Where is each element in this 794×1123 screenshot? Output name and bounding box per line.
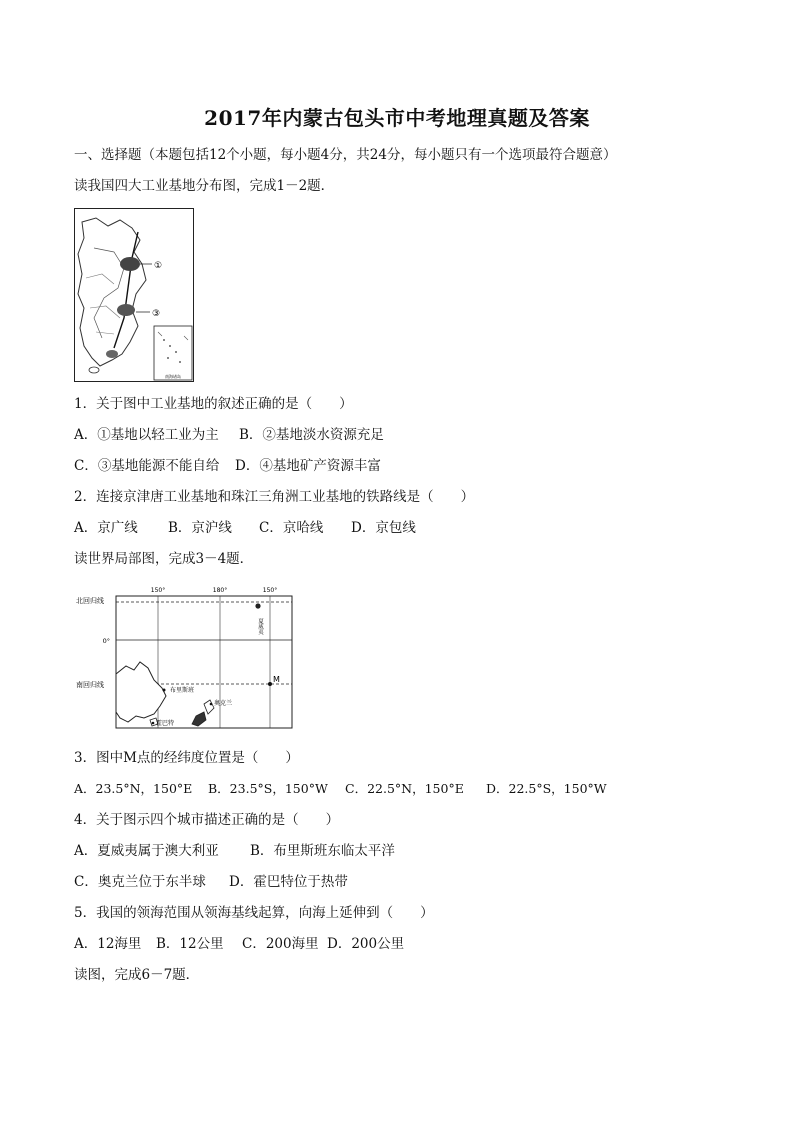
q4-stem: 4．关于图示四个城市描述正确的是（ ） <box>74 812 340 828</box>
city-hobart-label: 霍巴特 <box>156 720 175 727</box>
q5-option-c: C．200海里 <box>242 936 319 952</box>
city-hawaii-label: 夏威夷 <box>257 618 263 635</box>
q2-option-d: D．京包线 <box>351 520 416 536</box>
point-m-label: M <box>273 675 280 684</box>
q4-option-a: A．夏威夷属于澳大利亚 <box>74 843 219 859</box>
q3-stem: 3．图中M点的经纬度位置是（ ） <box>74 750 299 766</box>
q1-options-row1 <box>74 426 384 444</box>
q2-stem: 2．连接京津唐工业基地和珠江三角洲工业基地的铁路线是（ ） <box>74 489 475 505</box>
q3-option-c: C．22.5°N，150°E <box>345 781 464 796</box>
q3-option-a: A．23.5°N，150°E <box>74 781 193 796</box>
q1-option-a: A．①基地以轻工业为主 <box>74 427 219 443</box>
marker-3: ③ <box>152 309 161 319</box>
q1-option-c: C．③基地能源不能自给 <box>74 458 220 474</box>
q1-option-b: B．②基地淡水资源充足 <box>239 427 384 443</box>
lon-label-150w: 150° <box>262 587 278 594</box>
q1-option-d: D．④基地矿产资源丰富 <box>235 458 381 474</box>
intro-text: 读我国四大工业基地分布图，完成1－2题． <box>74 178 335 194</box>
q5-stem: 5．我国的领海范围从领海基线起算，向海上延伸到（ ） <box>74 905 434 921</box>
city-auckland-label: 奥克兰 <box>214 700 233 707</box>
q3-option-d: D．22.5°S，150°W <box>486 781 607 796</box>
q5-options <box>74 935 404 953</box>
q1-stem: 1．关于图中工业基地的叙述正确的是（ ） <box>74 396 353 412</box>
q4-options-row1 <box>74 842 395 860</box>
q2-option-b: B．京沪线 <box>168 520 232 536</box>
q4-option-d: D．霍巴特位于热带 <box>229 874 348 890</box>
intro-text: 读世界局部图，完成3－4题． <box>74 551 254 567</box>
world-partial-map <box>74 584 296 732</box>
q3-option-b: B．23.5°S，150°W <box>208 781 328 796</box>
q4-options-row2 <box>74 873 348 891</box>
china-industrial-base-map <box>74 208 194 382</box>
page-title: 2017年内蒙古包头市中考地理真题及答案 <box>204 106 590 130</box>
tropic-cancer-label: 北回归线 <box>76 597 104 605</box>
marker-1: ① <box>154 261 163 271</box>
city-brisbane-label: 布里斯班 <box>170 687 195 694</box>
q5-option-d: D．200公里 <box>327 936 405 952</box>
lon-label-180: 180° <box>212 587 228 594</box>
q5-option-a: A．12海里 <box>74 936 142 952</box>
q3-options <box>74 780 607 798</box>
q4-option-b: B．布里斯班东临太平洋 <box>250 843 395 859</box>
q2-options <box>74 519 416 537</box>
tropic-capricorn-label: 南回归线 <box>76 681 104 689</box>
equator-label: 0° <box>102 637 110 645</box>
inset-caption: 南海诸岛 <box>165 374 181 379</box>
section-header: 一、选择题（本题包括12个小题，每小题4分，共24分，每小题只有一个选项最符合题意） <box>74 147 617 163</box>
intro-text: 读图，完成6－7题． <box>74 967 200 983</box>
q2-option-a: A．京广线 <box>74 520 138 536</box>
q2-option-c: C．京哈线 <box>259 520 324 536</box>
q5-option-b: B．12公里 <box>156 936 224 952</box>
q1-options-row2 <box>74 457 381 475</box>
lon-label-150e: 150° <box>150 587 166 594</box>
q4-option-c: C．奥克兰位于东半球 <box>74 874 206 890</box>
